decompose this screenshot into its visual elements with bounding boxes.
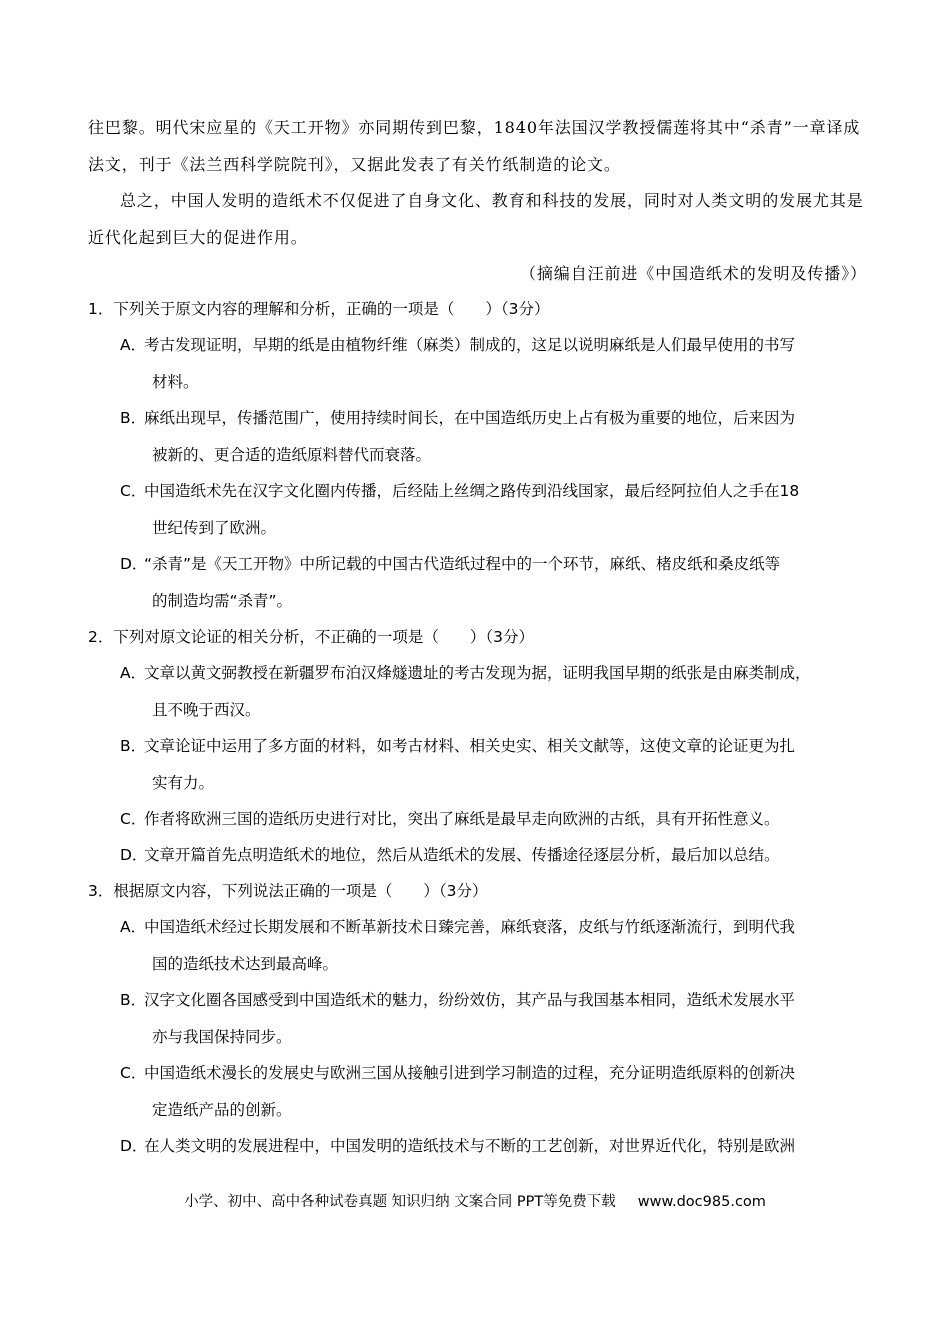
footer-url-link[interactable]: www.doc985.com: [637, 1194, 766, 1210]
option-text: 文章开篇首先点明造纸术的地位，然后从造纸术的发展、传播途径逐层分析，最后加以总结。: [144, 846, 780, 864]
question-3-stem: 3．根据原文内容，下列说法正确的一项是（ ）（3分）: [88, 882, 488, 900]
passage-line-1: 往巴黎。明代宋应星的《天工开物》亦同期传到巴黎，1840年法国汉学教授儒莲将其中“杀青”一章译成: [88, 118, 861, 137]
option-text: 考古发现证明，早期的纸是由植物纤维（麻类）制成的，这足以说明麻纸是人们最早使用的书写: [144, 336, 796, 354]
q1-option-b-cont: 被新的、更合适的造纸原料替代而衰落。: [152, 446, 432, 464]
option-letter: B．: [120, 409, 147, 427]
option-text: 汉字文化圈各国感受到中国造纸术的魅力，纷纷效仿，其产品与我国基本相同，造纸术发展水平: [144, 991, 796, 1009]
option-letter: B．: [120, 991, 147, 1009]
option-text: 中国造纸术先在汉字文化圈内传播，后经陆上丝绸之路传到沿线国家，最后经阿拉伯人之手在18: [144, 482, 800, 500]
q2-option-b-cont: 实有力。: [152, 774, 215, 792]
option-text: 麻纸出现早，传播范围广，使用持续时间长，在中国造纸历史上占有极为重要的地位，后来因为: [144, 409, 796, 427]
q2-option-b: [120, 736, 795, 756]
option-text: 文章以黄文弼教授在新疆罗布泊汉烽燧遗址的考古发现为据，证明我国早期的纸张是由麻类制成，: [144, 664, 811, 682]
option-text: 中国造纸术经过长期发展和不断革新技术日臻完善，麻纸衰落，皮纸与竹纸逐渐流行，到明代我: [144, 918, 796, 936]
question-1-stem: 1．下列关于原文内容的理解和分析，正确的一项是（ ）（3分）: [88, 300, 550, 318]
q3-option-a-cont: 国的造纸技术达到最高峰。: [152, 955, 339, 973]
q3-option-a: [120, 917, 795, 937]
q3-option-c-cont: 定造纸产品的创新。: [152, 1101, 292, 1119]
option-text: 中国造纸术漫长的发展史与欧洲三国从接触引进到学习制造的过程，充分证明造纸原料的创新决: [144, 1064, 796, 1082]
option-text: 作者将欧洲三国的造纸历史进行对比，突出了麻纸是最早走向欧洲的古纸，具有开拓性意义。: [144, 810, 780, 828]
option-letter: A．: [120, 664, 147, 682]
q3-option-b: [120, 990, 795, 1010]
q1-option-a-cont: 材料。: [152, 373, 199, 391]
option-letter: C．: [120, 482, 147, 500]
page-footer: [0, 1192, 950, 1212]
option-text: “杀青”是《天工开物》中所记载的中国古代造纸过程中的一个环节，麻纸、楮皮纸和桑皮纸等: [144, 555, 781, 573]
q1-option-d-cont: 的制造均需“杀青”。: [152, 592, 293, 610]
footer-text: 小学、初中、高中各种试卷真题 知识归纳 文案合同 PPT等免费下载: [184, 1194, 616, 1210]
option-letter: D．: [120, 555, 148, 573]
q1-option-a: [120, 335, 795, 355]
q3-option-c: [120, 1063, 795, 1083]
option-letter: B．: [120, 737, 147, 755]
option-text: 文章论证中运用了多方面的材料，如考古材料、相关史实、相关文献等，这使文章的论证更为扎: [144, 737, 796, 755]
q1-option-c: [120, 481, 799, 501]
option-letter: D．: [120, 1137, 148, 1155]
q2-option-d: [120, 845, 780, 865]
q2-option-c: [120, 809, 780, 829]
option-letter: C．: [120, 1064, 147, 1082]
q1-option-d: [120, 554, 780, 574]
q3-option-d: [120, 1136, 795, 1156]
passage-line-4: 近代化起到巨大的促进作用。: [88, 228, 308, 247]
q1-option-c-cont: 世纪传到了欧洲。: [152, 519, 277, 537]
q1-option-b: [120, 408, 795, 428]
q2-option-a: [120, 663, 811, 683]
q3-option-b-cont: 亦与我国保持同步。: [152, 1028, 292, 1046]
option-letter: A．: [120, 336, 147, 354]
q2-option-a-cont: 且不晚于西汉。: [152, 701, 261, 719]
option-text: 在人类文明的发展进程中，中国发明的造纸技术与不断的工艺创新，对世界近代化，特别是欧洲: [144, 1137, 796, 1155]
question-2-stem: 2．下列对原文论证的相关分析，不正确的一项是（ ）（3分）: [88, 628, 534, 646]
option-letter: C．: [120, 810, 147, 828]
passage-line-2: 法文，刊于《法兰西科学院院刊》，又据此发表了有关竹纸制造的论文。: [88, 155, 621, 174]
option-letter: A．: [120, 918, 147, 936]
passage-line-3: 总之，中国人发明的造纸术不仅促进了自身文化、教育和科技的发展，同时对人类文明的发展尤其是: [120, 191, 864, 210]
passage-source: （摘编自汪前进《中国造纸术的发明及传播》）: [520, 264, 867, 283]
option-letter: D．: [120, 846, 148, 864]
